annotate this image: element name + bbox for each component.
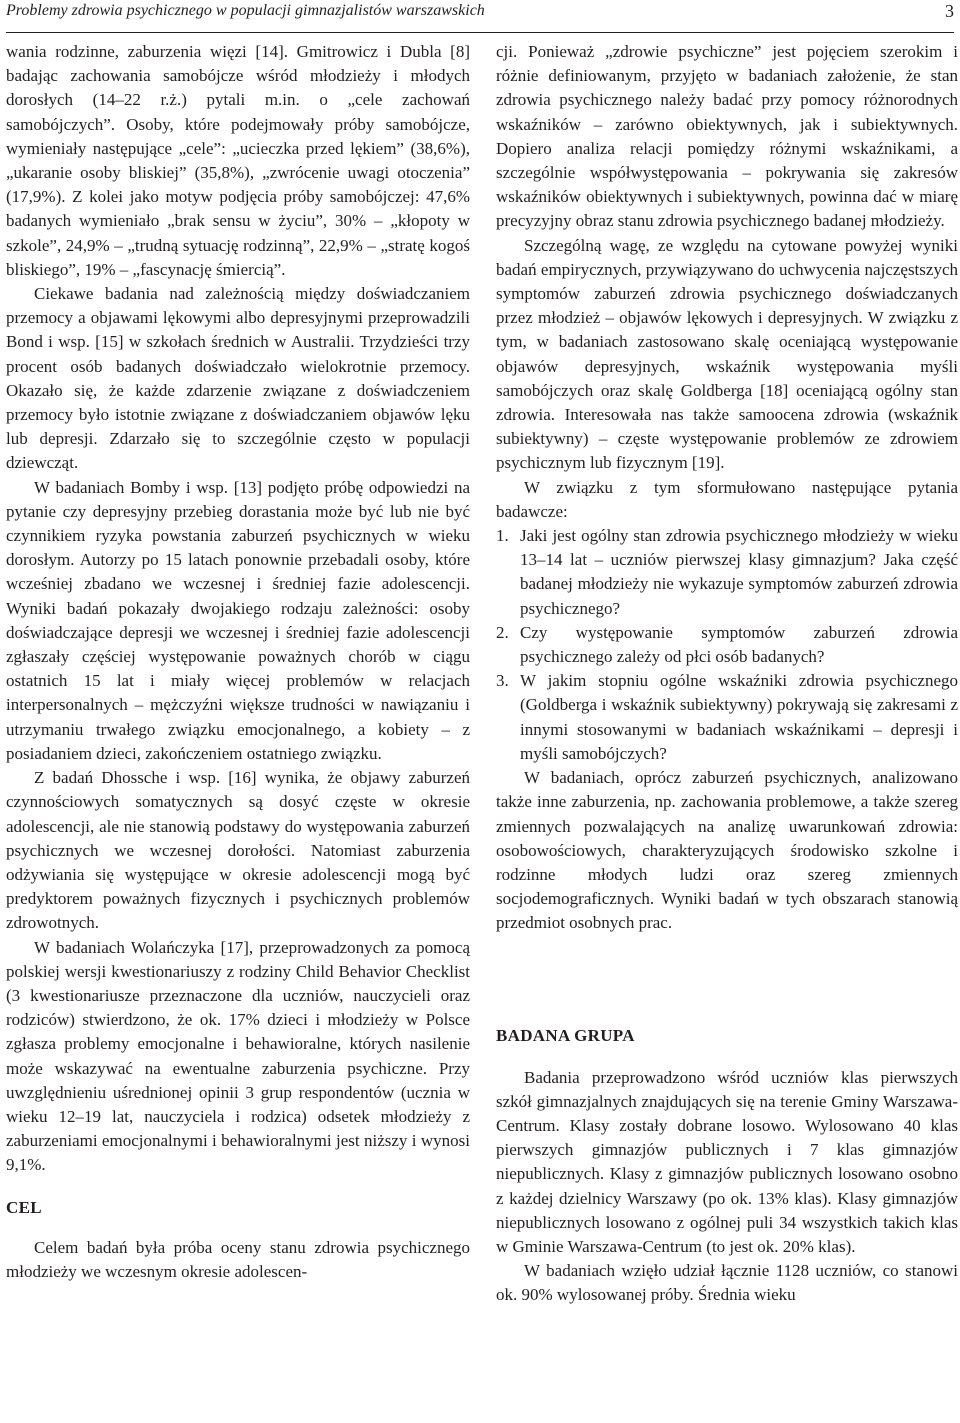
research-question [496, 524, 958, 621]
paragraph-violence-anxiety: Ciekawe badania nad zależnością między doświadczaniem przemocy a objawami lękowymi albo depresyjnymi przeprowadzili Bond i wsp. [15] w szkołach średnich w Australii. Trzydzieści trzy procent osób badanych doświadczało wielokrotnie przemocy. Okazało się, że każde zdarzenie związane z doświadczeniem przemocy było istotnie związane z doświadczaniem objawów lęku lub depresji. Zdarzało się to szczególnie często w populacji dziewcząt. [6, 284, 470, 473]
paragraph-cel: Celem badań była próba oceny stanu zdrowia psychicznego młodzieży we wczesnym okresie adolescen- [6, 1237, 470, 1281]
left-column [6, 40, 470, 1284]
section-gap [496, 936, 958, 1000]
heading-badana-grupa: BADANA GRUPA [496, 1025, 635, 1045]
heading-cel: CEL [6, 1197, 42, 1217]
question-text: Czy występowanie symptomów zaburzeń zdrowia psychicznego zależy od płci osób badanych? [520, 622, 958, 667]
running-head [6, 0, 954, 33]
paragraph-research-questions-intro: W związku z tym sformułowano następujące pytania badawcze: [496, 477, 958, 521]
paragraph-sampling: Badania przeprowadzono wśród uczniów klas pierwszych szkół gimnazjalnych znajdujących się na terenie Gminy Warszawa-Centrum. Klasy zostały dobrane losowo. Wylosowano 40 klas pierwszych gimnazjów publicznych i 7 klas gimnazjów niepublicznych. Klasy z gimnazjów publicznych losowano osobno z każdej dzielnicy Warszawy (po ok. 13% klas). Klasy gimnazjów niepublicznych losowano z ogólnej puli 34 wszystkich takich klas w Gminie Warszawa-Centrum (to jest ok. 20% klas). [496, 1067, 958, 1256]
question-number: 3. [496, 671, 509, 691]
paragraph-cbcl-study: W badaniach Wolańczyka [17], przeprowadzonych za pomocą polskiej wersji kwestionariuszy z rodziny Child Behavior Checklist (3 kwestionariusze przeznaczone dla uczniów, nauczycieli oraz rodziców) stwierdzono, że ok. 17% dzieci i młodzieży w Polsce zgłasza problemy emocjonalne i behawioralne, których nasilenie może wskazywać na ewentualne zaburzenia psychiczne. Przy uwzględnieniu uśrednionej opinii 3 grup respondentów (ucznia w wieku 12–19 lat, nauczyciela i rodzica) odsetek młodzieży z zaburzeniami emocjonalnymi i behawioralnymi jest niższy i wynosi 9,1%. [6, 937, 470, 1175]
question-number: 1. [496, 526, 509, 546]
paragraph-somatic-disorders: Z badań Dhossche i wsp. [16] wynika, że objawy zaburzeń czynnościowych somatycznych są dosyć częste w okresie adolescencji, ale nie stanowią podstawy do występowania zaburzeń psychicznych we wczesnej dorołości. Natomiast zaburzenia odżywiania się występujące w okresie adolescencji mogą być predyktorem poważnych fizycznych i psychicznych problemów zdrowotnych. [6, 768, 470, 933]
page-number: 3 [945, 1, 954, 21]
paragraph-suicide-goals: wania rodzinne, zaburzenia więzi [14]. Gmitrowicz i Dubla [8] badając zachowania samobójcze wśród młodzieży i młodych dorosłych (14–22 r.ż.) pytali m.in. o „cele zachowań samobójczych”. Osoby, które podejmowały próby samobójcze, wymieniały następujące „cele”: „ucieczka przed lękiem” (38,6%), „ukaranie osoby bliskiej” (35,8%), „zwrócenie uwagi otoczenia” (17,9%). Z kolei jako motyw podjęcia próby samobójczej: 47,6% badanych wymieniało „brak sensu w życiu”, 30% – „kłopoty w szkole”, 24,9% – „trudną sytuację rodzinną”, 22,9% – „stratę kogoś bliskiego”, 19% – „fascynację śmiercią”. [6, 42, 470, 279]
question-number: 2. [496, 622, 509, 642]
right-column [496, 40, 958, 1308]
paragraph-depression-adolescence: W badaniach Bomby i wsp. [13] podjęto próbę odpowiedzi na pytanie czy depresyjny przebieg dorastania może być lub nie być czynnikiem ryzyka powstania zaburzeń psychicznych w wieku dorosłym. Autorzy po 15 latach ponownie przebadali osoby, które wcześniej zbadano we wczesnej i średniej fazie adolescencji. Wyniki badań pokazały dwojakiego rodzaju zależności: osoby doświadczające depresji we wczesnej i średniej fazie adolescencji zgłaszały częściej występowanie poważnych chorób w ciągu ostatnich 15 lat i miały więcej problemów w relacjach interpersonalnych – mężczyźni większe trudności w nawiązaniu i utrzymaniu trwałego związku emocjonalnego, a kobiety – z posiadaniem dzieci, zakończeniem ostatniego związku. [6, 477, 470, 763]
research-question [496, 621, 958, 669]
running-head-title: Problemy zdrowia psychicznego w populacji gimnazjalistów warszawskich [6, 2, 485, 19]
research-question [496, 669, 958, 766]
question-text: W jakim stopniu ogólne wskaźniki zdrowia psychicznego (Goldberga i wskaźnik subiektywny) pokrywają się zakresami z innymi stosowanymi w badaniach wskaźnikami – depresji i myśli samobójczych? [520, 671, 958, 763]
paragraph-participants: W badaniach wzięło udział łącznie 1128 uczniów, co stanowi ok. 90% wylosowanej próby. Średnia wieku [496, 1261, 958, 1305]
paragraph-symptoms-focus: Szczególną wagę, ze względu na cytowane powyżej wyniki badań empirycznych, przywiązywano do uchwycenia najczęstszych symptomów zaburzeń zdrowia psychicznego doświadczanych przez młodzież – objawów lękowych i depresyjnych. W związku z tym, w badaniach zastosowano skalę oceniającą występowanie objawów depresyjnych, wskaźnik występowania myśli samobójczych oraz skalę Goldberga [18] oceniającą ogólny stan zdrowia. Interesowała nas także samoocena zdrowia (wskaźnik subiektywny) – częste występowanie problemów ze zdrowiem psychicznym lub fizycznym [19]. [496, 235, 958, 473]
paragraph-other-analyses: W badaniach, oprócz zaburzeń psychicznych, analizowano także inne zaburzenia, np. zachowania problemowe, a także szereg zmiennych pozwalających na analizę uwarunkowań zdrowia: osobowościowych, charakteryzujących środowisko szkolne i rodzinne młodych ludzi oraz szereg zmiennych socjodemograficznych. Wyniki badań w tych obszarach stanowią przedmiot osobnych prac. [496, 768, 958, 933]
paragraph-mental-health-definition: cji. Ponieważ „zdrowie psychiczne” jest pojęciem szerokim i różnie definiowanym, przyjęto w badaniach założenie, że stan zdrowia psychicznego należy badać przy pomocy różnorodnych wskaźników – zarówno obiektywnych, jak i subiektywnych. Dopiero analiza relacji pomiędzy różnymi wskaźnikami, a szczególnie współwystępowania – pokrywania się zakresów wskaźników obiektywnych i subiektywnych, powinna dać w miarę precyzyjny obraz stanu zdrowia psychicznego badanej młodzieży. [496, 42, 958, 231]
question-text: Jaki jest ogólny stan zdrowia psychicznego młodzieży w wieku 13–14 lat – uczniów pierwszej klasy gimnazjum? Jaka część badanej młodzieży nie wykazuje symptomów zaburzeń zdrowia psychicznego? [520, 526, 958, 618]
research-questions-list [496, 524, 958, 766]
